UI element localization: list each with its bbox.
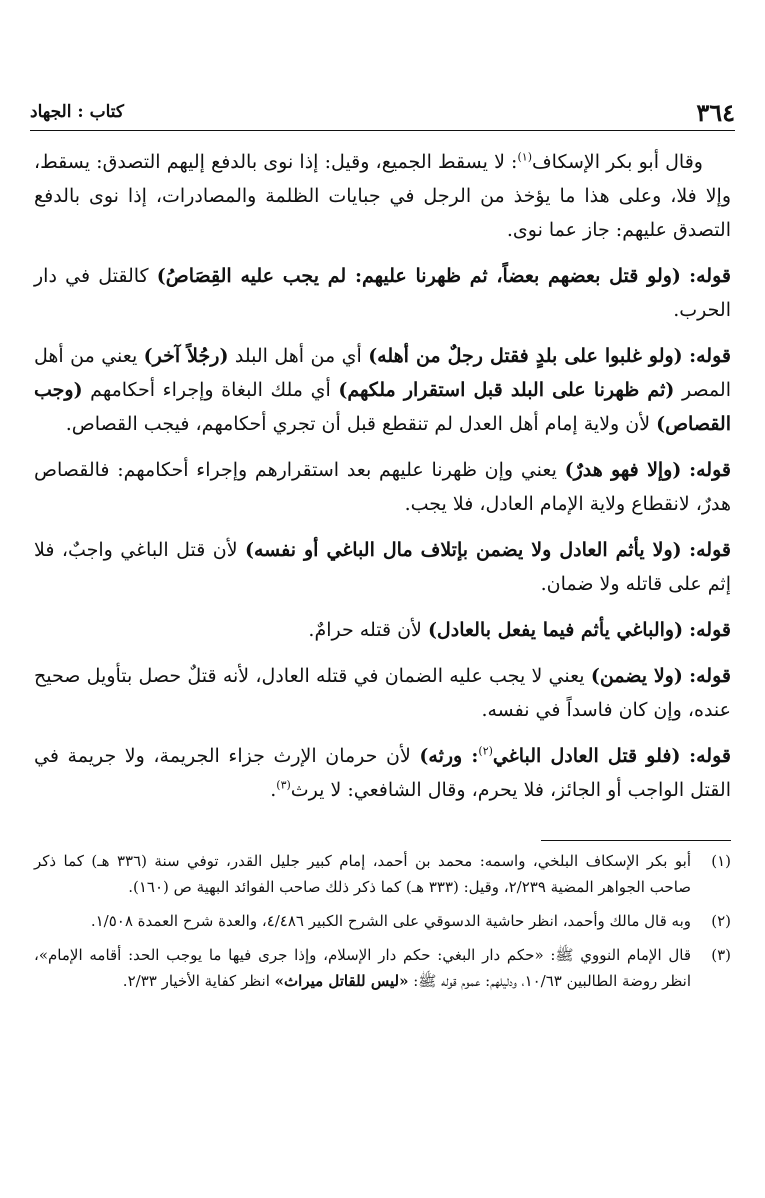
paragraph-3 [34, 339, 731, 441]
qawluhu-label: قوله: [689, 539, 731, 561]
quoted-matn: (ولو غلبوا على بلدٍ فقتل رجلٌ من أهله) [368, 345, 683, 367]
quoted-matn: : ورثه) [419, 745, 479, 767]
footnote-divider [541, 840, 731, 841]
quoted-matn: (ثم ظهرنا على البلد قبل استقرار ملكهم) [338, 379, 675, 401]
qawluhu-label: قوله: [689, 345, 731, 367]
paragraph-2 [34, 259, 731, 327]
paragraph-4 [34, 453, 731, 521]
commentary: لأن حرمان الإرث جزاء الجريمة، ولا جريمة في القتل الواجب أو الجائز، فلا يحرم، وقال الشافعي: لا يرث [34, 745, 731, 801]
commentary: كالقتل في دار الحرب. [34, 265, 731, 321]
footnote-ref-2[interactable]: (٢) [478, 744, 493, 758]
footnotes [34, 848, 731, 1002]
footnote-ref-1[interactable]: (١) [517, 150, 532, 164]
footnote-number: (١) [711, 852, 731, 870]
quoted-matn: (رجُلاً آخر) [143, 345, 229, 367]
page-number: ٣٦٤ [688, 98, 735, 127]
footnote-number: (٢) [711, 912, 731, 930]
footnote-number: (٣) [711, 946, 731, 964]
quoted-matn: (ولا يضمن) [590, 665, 683, 687]
footnote-text: وبه قال مالك وأحمد، انظر حاشية الدسوقي على الشرح الكبير ٤/٤٨٦، والعدة شرح العمدة ١/٥٠٨. [90, 912, 691, 930]
footnote-1 [34, 848, 731, 900]
footnote-3 [34, 942, 731, 994]
commentary: أي ملك البغاة وإجراء أحكامهم [82, 379, 339, 401]
paragraph-5 [34, 533, 731, 601]
footnote-ref-3[interactable]: (٣) [276, 778, 291, 792]
paragraph-8 [34, 739, 731, 807]
commentary: لأن قتل الباغي واجبٌ، فلا إثم على قاتله ولا ضمان. [34, 539, 731, 595]
paragraph-6 [34, 613, 731, 647]
footnote-text [34, 942, 691, 994]
quoted-matn: (ولا يأثم العادل ولا يضمن بإتلاف مال الباغي أو نفسه) [244, 539, 682, 561]
qawluhu-label: قوله: [689, 619, 731, 641]
paragraph-7 [34, 659, 731, 727]
quoted-matn: (والباغي يأثم فيما يفعل بالعادل) [427, 619, 684, 641]
commentary: يعني من أهل المصر [34, 345, 731, 401]
page-header [30, 96, 735, 131]
quoted-matn: (وجب القصاص) [34, 379, 731, 435]
text: قال الإمام النووي ﷺ: «حكم دار البغي: حكم دار الإسلام، وإذا جرى فيها ما يوجب الحد: أقامه الإمام»، انظر روضة الطالبين ١٠/٦٣، ودليلهم: عموم قوله ﷺ: [34, 946, 691, 990]
footnote-2 [34, 908, 731, 934]
commentary: لأن قتله حرامٌ. [308, 619, 428, 641]
commentary: يعني لا يجب عليه الضمان في قتله العادل، لأنه قتلٌ حصل بتأويل صحيح عنده، وإن كان فاسداً في نفسه. [34, 665, 731, 721]
text: : لا يسقط الجميع، وقيل: إذا نوى بالدفع إليهم التصدق: يسقط، وإلا فلا، وعلى هذا ما يؤخذ من الرجل في جبايات الظلمة والمصادرات، إذا نوى بالدفع التصدق عليهم: جاز عما نوى. [34, 151, 731, 241]
hadith-quote: «ليس للقاتل ميراث» [274, 972, 409, 990]
commentary: يعني وإن ظهرنا عليهم بعد استقرارهم وإجراء أحكامهم: فالقصاص هدرٌ، لانقطاع ولاية الإمام العادل، فلا يجب. [34, 459, 731, 515]
paragraph-1 [34, 145, 731, 247]
commentary: لأن ولاية إمام أهل العدل لم تنقطع قبل أن تجري أحكامهم، فيجب القصاص. [65, 413, 657, 435]
body-text [34, 145, 731, 819]
book-title: كتاب : الجهاد [30, 102, 130, 122]
text: وقال أبو بكر الإسكاف [531, 151, 703, 173]
text: انظر كفاية الأخيار ٢/٣٣. [122, 972, 275, 990]
quoted-matn: (ولو قتل بعضهم بعضاً، ثم ظهرنا عليهم: لم يجب عليه القِصَاصُ) [156, 265, 681, 287]
qawluhu-label: قوله: [689, 459, 731, 481]
commentary: أي من أهل البلد [228, 345, 369, 367]
footnote-text: أبو بكر الإسكاف البلخي، واسمه: محمد بن أحمد، إمام كبير جليل القدر، توفي سنة (٣٣٦ هـ) كما ذكر صاحب الجواهر المضية ٢/٢٣٩، وقيل: (٣٣٣ هـ) كما ذكر ذلك صاحب الفوائد البهية ص (١٦٠). [34, 852, 691, 896]
quoted-matn: (فلو قتل العادل الباغي [492, 745, 681, 767]
qawluhu-label: قوله: [689, 745, 731, 767]
qawluhu-label: قوله: [689, 265, 731, 287]
qawluhu-label: قوله: [689, 665, 731, 687]
quoted-matn: (وإلا فهو هدرٌ) [564, 459, 682, 481]
commentary: . [270, 779, 277, 801]
